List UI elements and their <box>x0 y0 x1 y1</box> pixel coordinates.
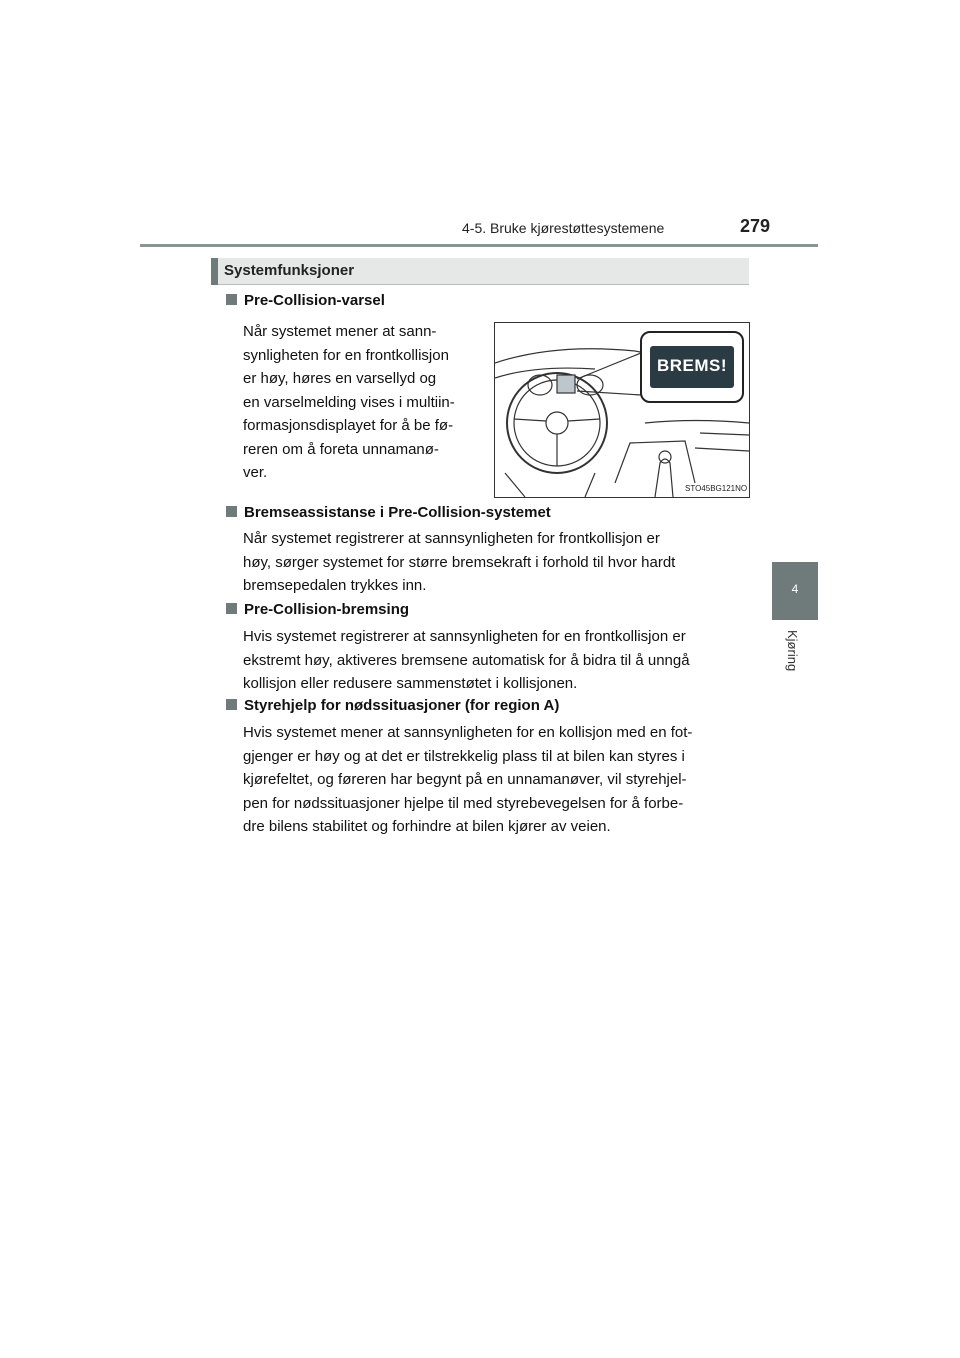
item-body-pre-collision-warning <box>243 320 475 485</box>
item-body-pre-collision-braking <box>243 625 745 696</box>
body-line: Når systemet mener at sann- <box>243 323 437 340</box>
multi-info-display <box>557 375 575 393</box>
item-heading-brake-assist <box>226 504 551 521</box>
chapter-tab-number: 4 <box>791 582 799 596</box>
display-callout <box>640 331 744 403</box>
chapter-tab-label <box>782 630 802 690</box>
section-heading-bar <box>211 258 749 285</box>
body-line: synligheten for en frontkollisjon <box>243 346 449 364</box>
dash-right-lines <box>695 433 749 451</box>
steering-spokes <box>514 419 600 466</box>
section-title: Systemfunksjoner <box>224 262 355 279</box>
body-line: en varselmelding vises i multiin- <box>243 393 455 411</box>
gear-lever <box>655 459 673 497</box>
callout-pointer <box>577 353 641 395</box>
item-heading-text: Pre-Collision-varsel <box>244 292 385 309</box>
body-line: Når systemet registrerer at sannsynligheten for frontkollisjon er <box>243 530 660 547</box>
body-line: Hvis systemet mener at sannsynligheten for en kollisjon med en fot- <box>243 724 693 741</box>
steering-hub <box>546 412 568 434</box>
body-line: høy, sørger systemet for større bremsekraft i forhold til hvor hardt <box>243 553 676 571</box>
figure-code: STO45BG121NO <box>685 484 748 493</box>
console-line <box>645 421 749 424</box>
gear-knob <box>659 451 671 463</box>
warning-message: BREMS! <box>656 356 728 375</box>
body-line: gjenger er høy og at det er tilstrekkelig plass til at bilen kan styres i <box>243 747 685 765</box>
body-line: pen for nødssituasjoner hjelpe til med styrebevegelsen for å forbe- <box>243 794 684 812</box>
item-heading-pre-collision-warning <box>226 292 385 309</box>
bullet-square-icon <box>226 699 237 710</box>
body-line: dre bilens stabilitet og forhindre at bilen kjører av veien. <box>243 818 611 835</box>
warning-display <box>650 346 734 388</box>
header-rule <box>140 244 818 247</box>
body-line: kollisjon eller redusere sammenstøtet i kollisjonen. <box>243 675 578 692</box>
page-number: 279 <box>740 216 771 236</box>
item-body-emergency-steering <box>243 721 745 839</box>
body-line: formasjonsdisplayet for å be fø- <box>243 417 454 434</box>
section-bar-accent <box>211 258 218 285</box>
chapter-title: 4-5. Bruke kjørestøttesystemene <box>462 220 665 236</box>
item-body-brake-assist <box>243 527 745 598</box>
item-heading-text: Pre-Collision-bremsing <box>244 601 410 618</box>
body-line: er høy, høres en varsellyd og <box>243 370 437 387</box>
body-line: kjørefeltet, og føreren har begynt på en unnamanøver, vil styrehjel- <box>243 771 687 788</box>
item-heading-text: Styrehjelp for nødssituasjoner (for region A) <box>244 697 560 714</box>
chapter-tab-label-text: Kjøring <box>785 630 800 672</box>
body-line: ver. <box>243 464 268 481</box>
item-heading-emergency-steering <box>226 697 559 714</box>
center-console <box>615 441 695 483</box>
bullet-square-icon <box>226 603 237 614</box>
item-heading-text: Bremseassistanse i Pre-Collision-systemet <box>244 504 551 521</box>
bullet-square-icon <box>226 506 237 517</box>
chapter-tab <box>772 562 818 620</box>
body-line: Hvis systemet registrerer at sannsynligheten for en frontkollisjon er <box>243 628 686 645</box>
gauge-left <box>528 375 552 395</box>
bullet-square-icon <box>226 294 237 305</box>
dashboard-illustration <box>494 322 750 498</box>
steering-column <box>505 473 595 497</box>
item-heading-pre-collision-braking <box>226 601 409 618</box>
body-line: ekstremt høy, aktiveres bremsene automatisk for å bidra til å unngå <box>243 651 690 669</box>
body-line: reren om å foreta unnamanø- <box>243 440 439 458</box>
body-line: bremsepedalen trykkes inn. <box>243 577 427 594</box>
